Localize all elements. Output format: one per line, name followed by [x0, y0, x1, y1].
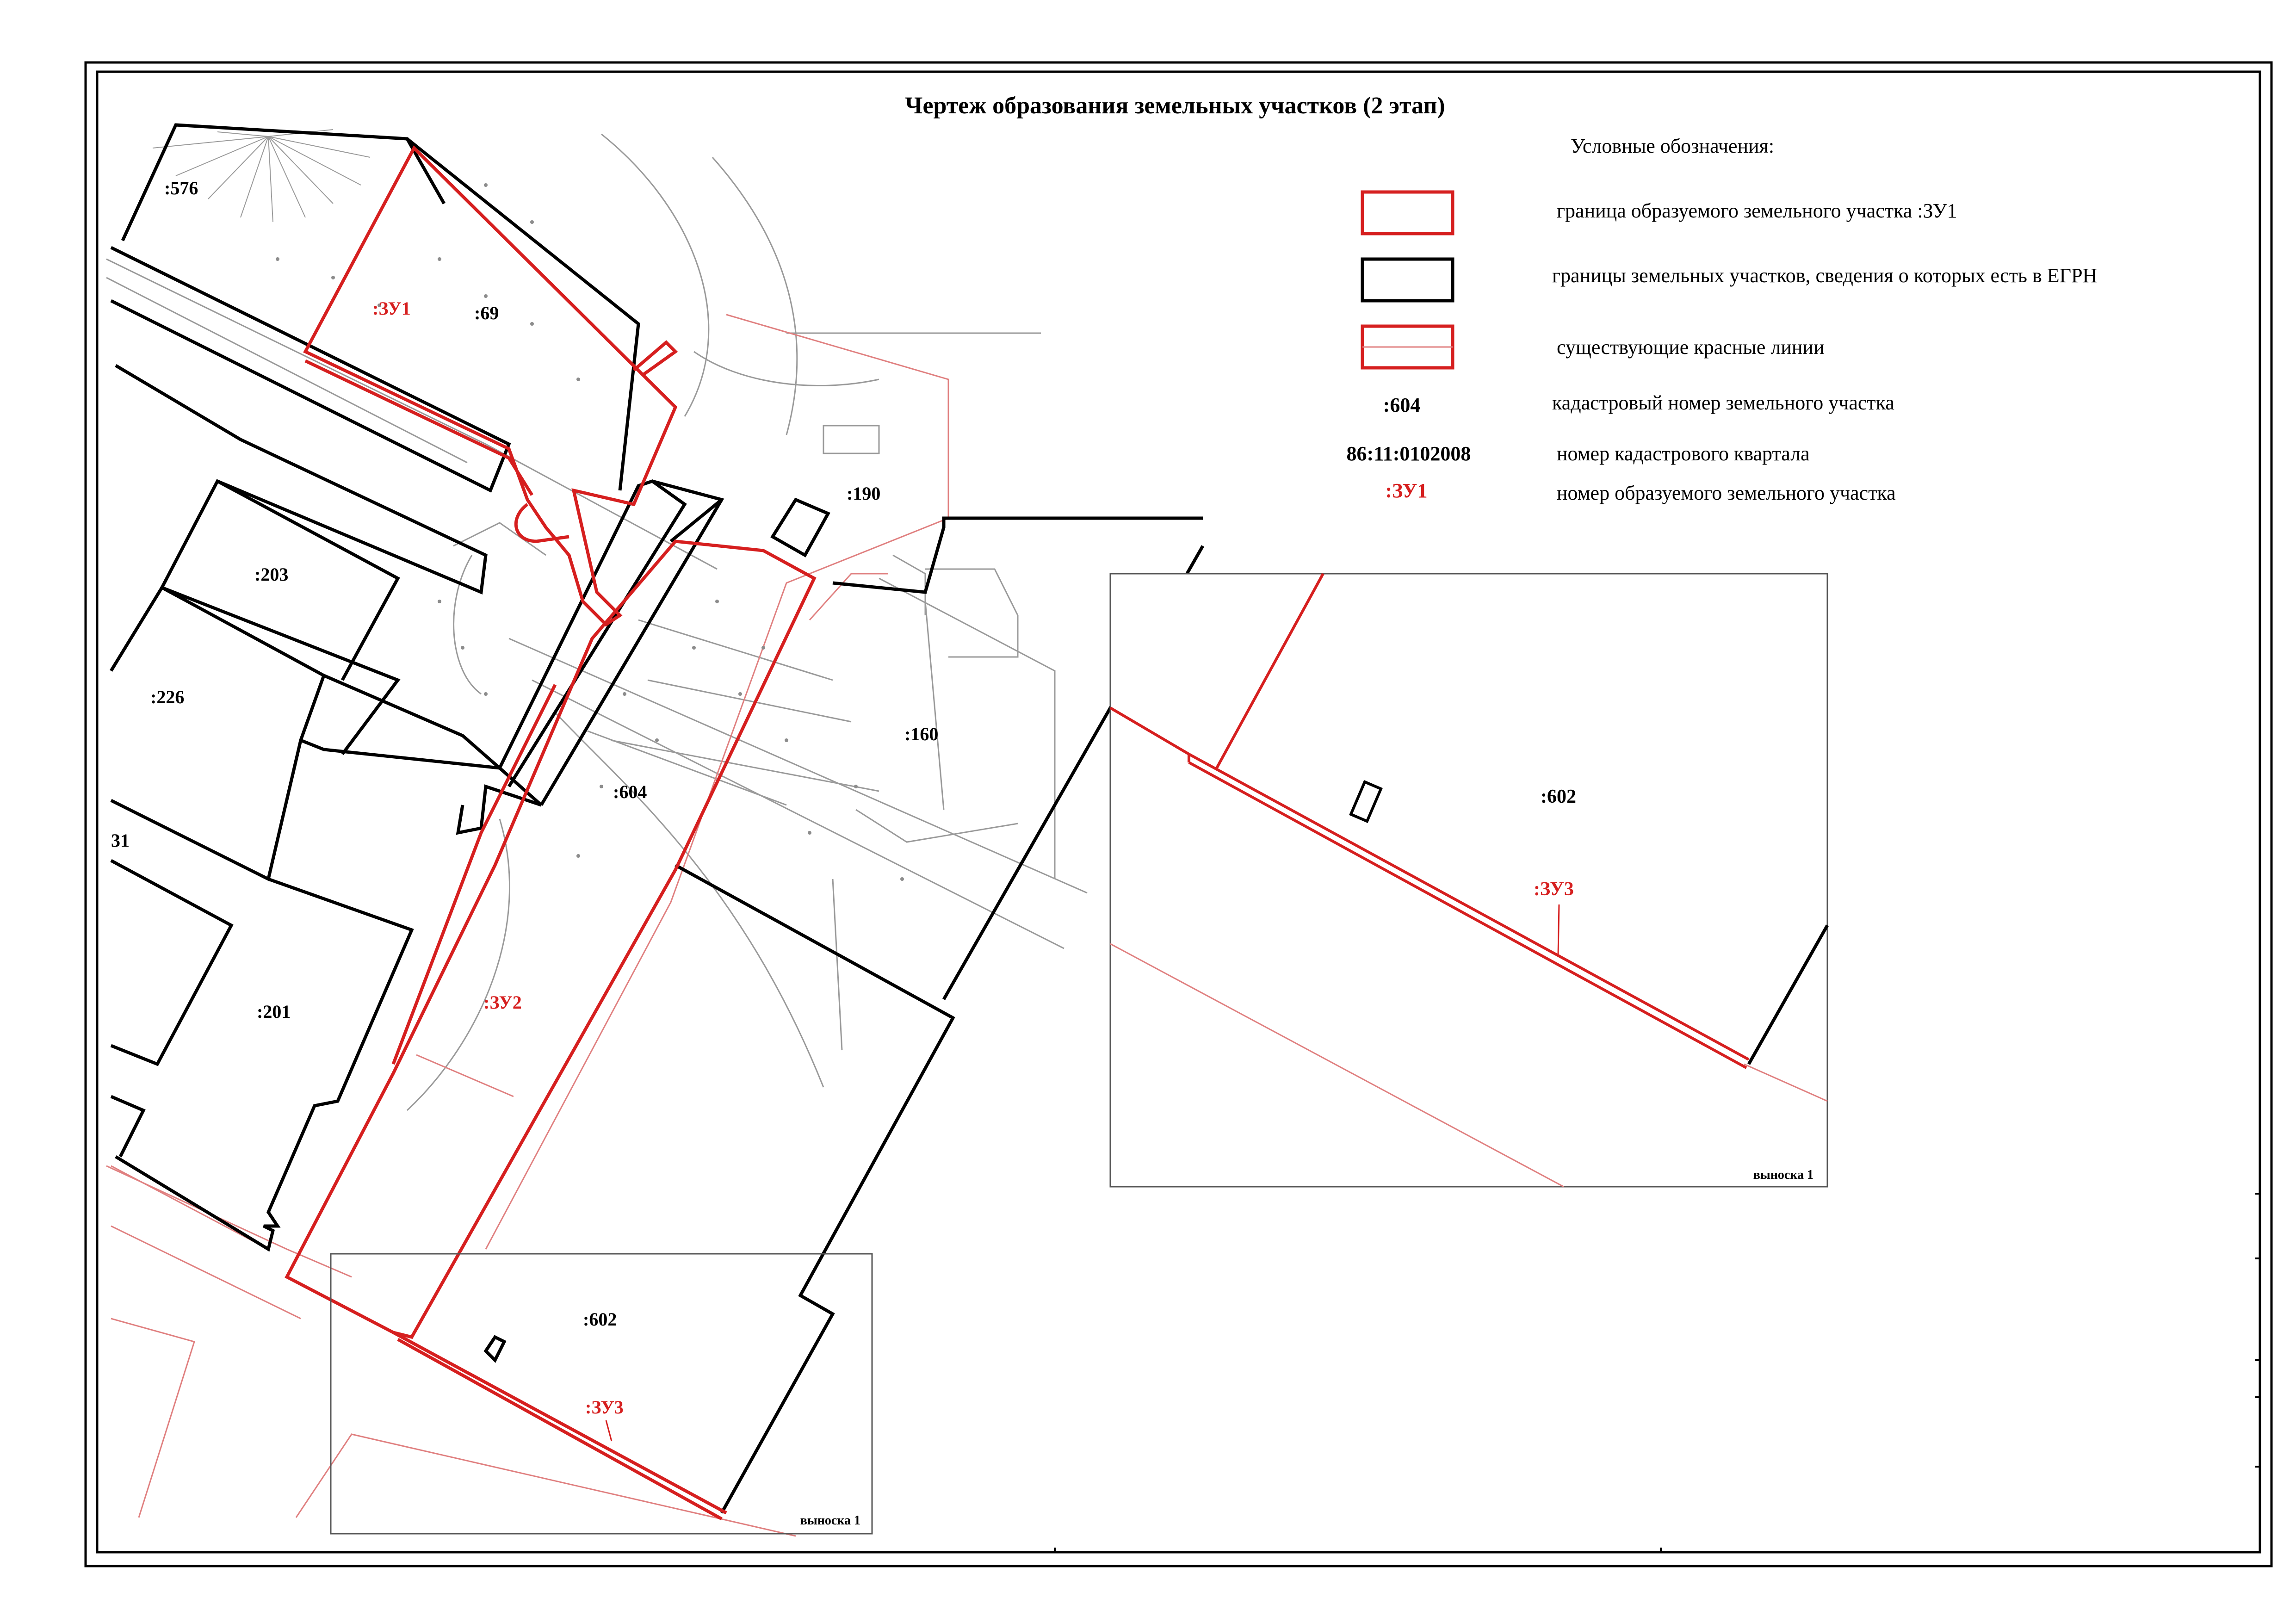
label-602: :602: [583, 1309, 617, 1330]
parcel-labels: [111, 178, 938, 1330]
zu2-inner-edge: [393, 685, 555, 1064]
legend: [1347, 135, 2098, 504]
label-zu2: :ЗУ2: [483, 992, 522, 1013]
legend-sample-quarter: 86:11:0102008: [1346, 442, 1471, 465]
parcel-226-lower: [111, 740, 301, 879]
parcel-602-building: [486, 1337, 504, 1360]
inset-zu3-leader: [1558, 904, 1559, 955]
label-226: :226: [150, 687, 185, 707]
legend-heading: Условные обозначения:: [1571, 135, 1775, 157]
label-zu3: :ЗУ3: [585, 1397, 624, 1418]
zu3-leader: [606, 1420, 612, 1441]
legend-item-1-text: границы земельных участков, сведения о которых есть в ЕГРН: [1552, 264, 2098, 287]
inset-label-zu3: :ЗУ3: [1534, 879, 1574, 900]
label-203: :203: [254, 564, 289, 585]
inset-marker-label: выноска 1: [800, 1513, 860, 1528]
legend-item-4-text: номер кадастрового квартала: [1557, 442, 1810, 465]
parcel-203-inner: [217, 481, 398, 680]
parcel-201-boundary: [116, 879, 412, 1249]
legend-item-2-text: существующие красные линии: [1557, 336, 1825, 359]
frame-ticks: [1055, 1194, 2260, 1552]
parcel-31-boundary: [111, 861, 231, 1064]
legend-item-0-text: граница образуемого земельного участка :ЗУ1: [1557, 199, 1957, 222]
legend-item-3-text: кадастровый номер земельного участка: [1552, 391, 1894, 414]
inset-1: [1110, 574, 1827, 1187]
label-69: :69: [474, 303, 499, 323]
map-title: Чертеж образования земельных участков (2 этап): [905, 93, 1445, 119]
label-zu1: :ЗУ1: [372, 298, 411, 319]
inset-caption: выноска 1: [1753, 1168, 1813, 1182]
legend-sample-new: :ЗУ1: [1385, 479, 1428, 502]
parcel-190-box: [773, 500, 828, 555]
parcel-226-boundary: [111, 588, 500, 768]
zu2-boundary: [287, 541, 814, 1337]
inset-label-602: :602: [1541, 786, 1576, 807]
label-576: :576: [164, 178, 198, 198]
survey-radial-lines: [153, 130, 370, 222]
survey-points: [276, 183, 904, 881]
zu3-strip-2: [398, 1339, 722, 1519]
legend-red-box: [1362, 192, 1453, 234]
legend-black-box: [1362, 259, 1453, 301]
new-parcel-boundaries: [287, 148, 814, 1519]
legend-item-5-text: номер образуемого земельного участка: [1557, 482, 1896, 504]
parcel-69-boundary: [407, 139, 638, 490]
zu3-strip: [393, 1332, 726, 1513]
label-31: 31: [111, 830, 130, 851]
label-604: :604: [613, 781, 647, 802]
legend-sample-cadastral: :604: [1383, 394, 1421, 416]
parcel-602-boundary: [675, 865, 953, 1513]
label-190: :190: [847, 483, 881, 504]
parcel-201-left: [111, 1096, 143, 1157]
inset-frame: [1110, 574, 1827, 1187]
label-201: :201: [257, 1001, 291, 1022]
label-160: :160: [904, 724, 939, 744]
parcel-604-boundary: [671, 500, 722, 541]
